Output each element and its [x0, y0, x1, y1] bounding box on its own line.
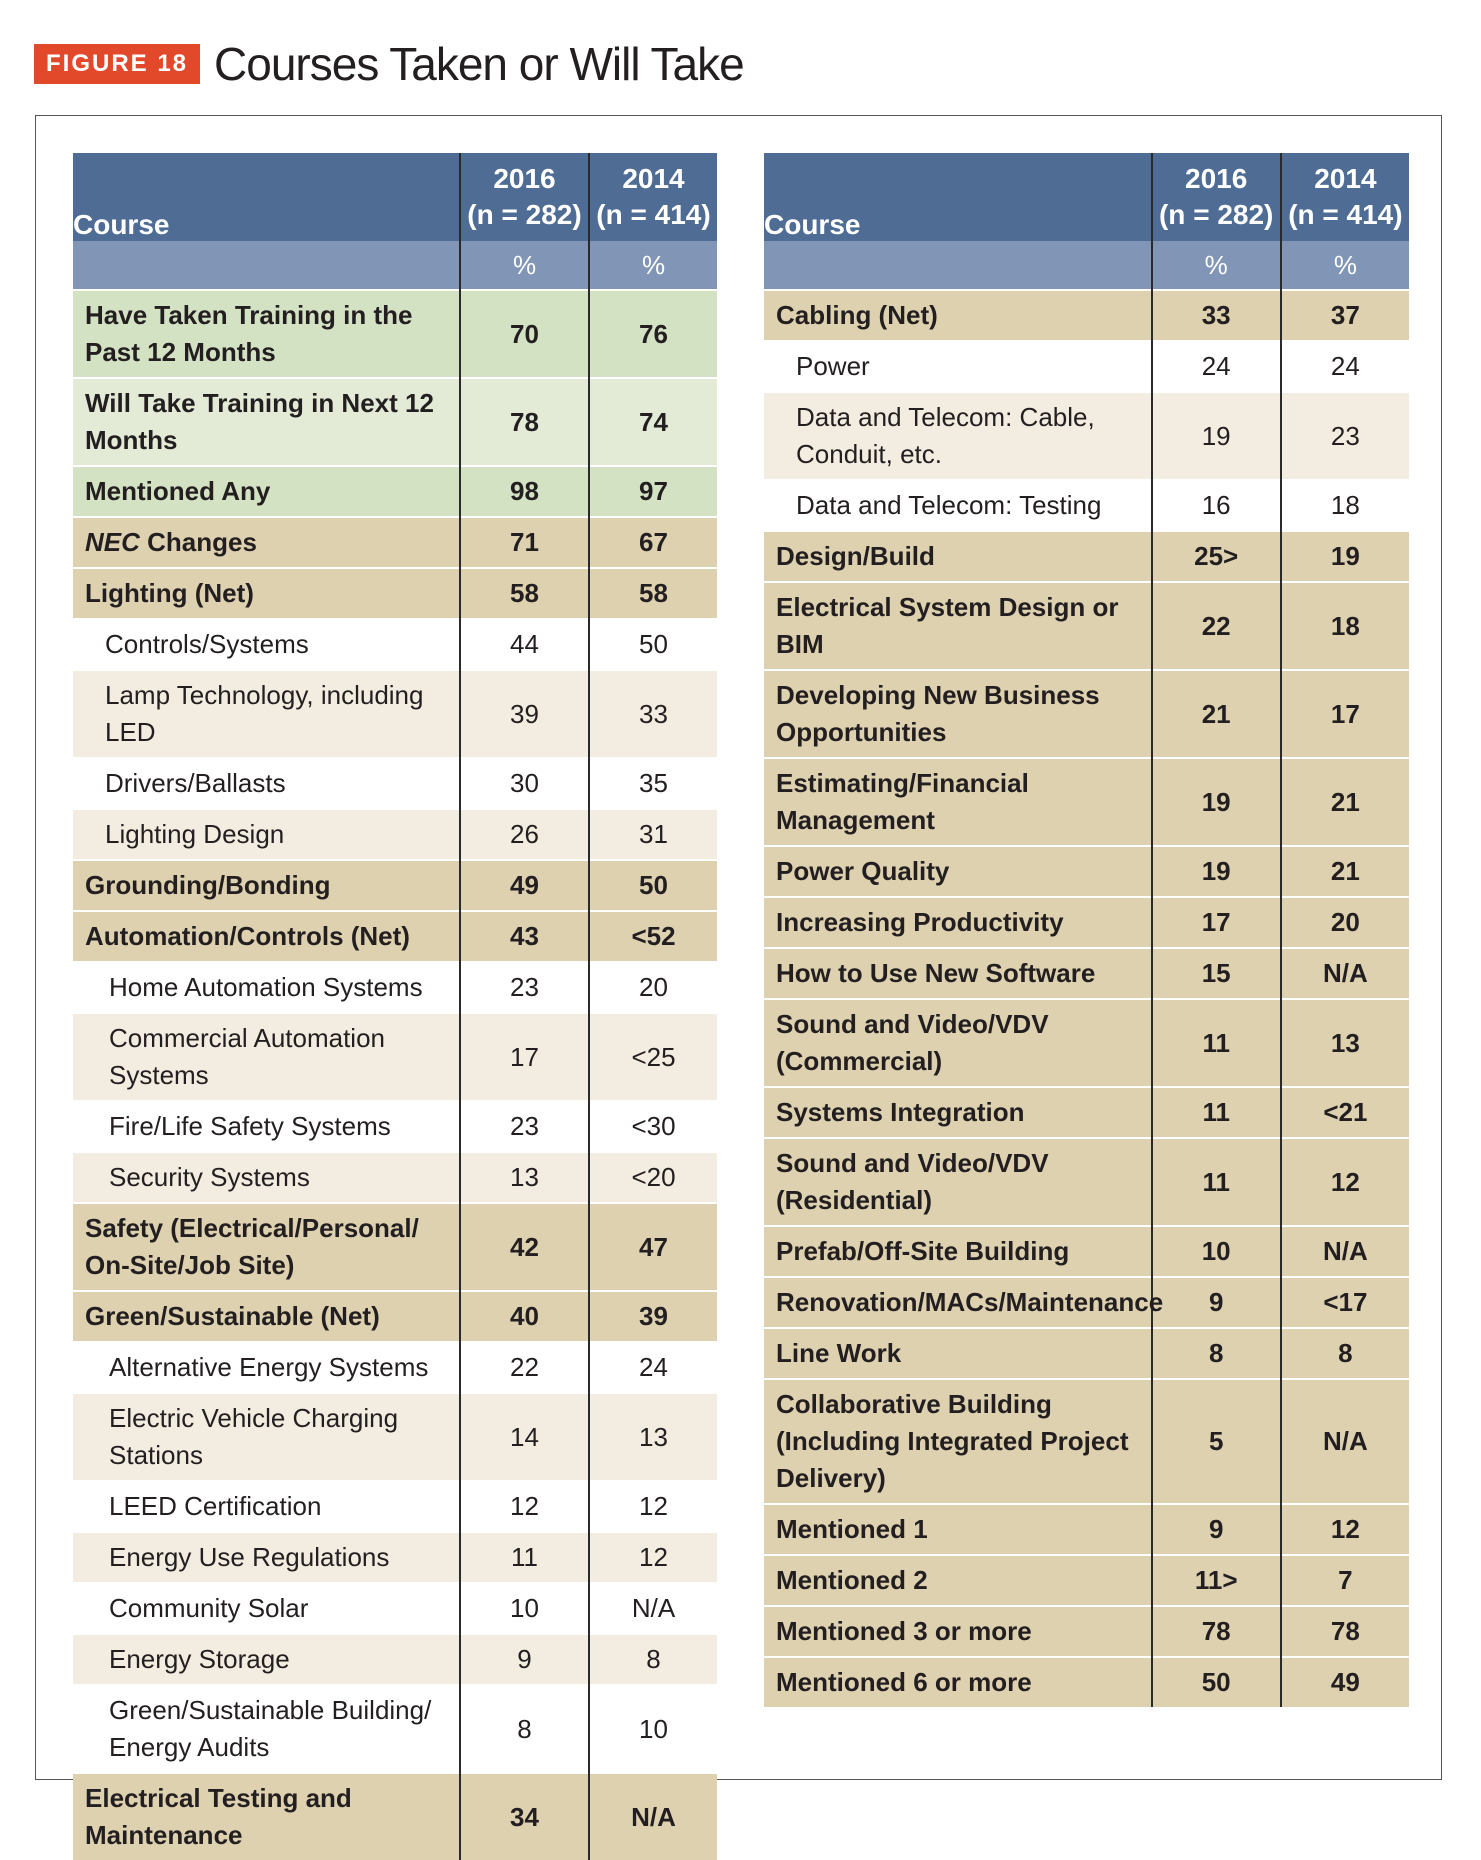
table-row — [764, 1328, 1409, 1379]
header-row — [73, 153, 717, 241]
table-row — [73, 517, 717, 568]
value-2016-cell: 22 — [460, 1342, 589, 1393]
table-row — [73, 962, 717, 1013]
figure-header — [34, 28, 744, 100]
course-name-cell — [73, 670, 460, 758]
value-2016-cell: 8 — [460, 1685, 589, 1773]
course-name: Energy Use Regulations — [109, 1542, 390, 1572]
value-2014-cell: 21 — [1281, 758, 1409, 846]
value-2014-cell: 35 — [589, 758, 717, 809]
course-name-cell — [73, 1203, 460, 1291]
value-2014-cell: 39 — [589, 1291, 717, 1342]
table-row — [764, 1226, 1409, 1277]
value-2016-cell: 8 — [1152, 1328, 1281, 1379]
table-row — [764, 1379, 1409, 1504]
course-name-cell — [764, 531, 1152, 582]
value-2014-cell: 50 — [589, 619, 717, 670]
value-2014-cell: 7 — [1281, 1555, 1409, 1606]
table-row — [764, 1657, 1409, 1707]
course-name-cell — [764, 582, 1152, 670]
course-name-cell — [73, 378, 460, 466]
course-name-cell — [73, 1685, 460, 1773]
course-name-cell — [73, 466, 460, 517]
value-2016-cell: 10 — [460, 1583, 589, 1634]
table-row — [764, 999, 1409, 1087]
value-2016-cell: 78 — [1152, 1606, 1281, 1657]
table-row — [764, 582, 1409, 670]
value-2014-cell: N/A — [589, 1773, 717, 1860]
value-2016-cell: 5 — [1152, 1379, 1281, 1504]
value-2014-cell: 74 — [589, 378, 717, 466]
value-2016-cell: 24 — [1152, 341, 1281, 392]
value-2016-cell: 30 — [460, 758, 589, 809]
value-2016-cell: 70 — [460, 290, 589, 378]
course-name: Home Automation Systems — [109, 972, 423, 1002]
year-2014-n-label: (n = 414) — [596, 199, 711, 230]
table-row — [73, 860, 717, 911]
table-row — [764, 758, 1409, 846]
table-row — [764, 392, 1409, 480]
value-2014-cell: <52 — [589, 911, 717, 962]
course-name: Energy Storage — [109, 1644, 290, 1674]
value-2014-cell: 49 — [1281, 1657, 1409, 1707]
course-name: Design/Build — [776, 541, 935, 571]
course-name: Mentioned 1 — [776, 1514, 928, 1544]
table-row — [764, 480, 1409, 531]
course-name: Controls/Systems — [105, 629, 309, 659]
course-name-cell — [764, 1087, 1152, 1138]
value-2014-cell: 20 — [589, 962, 717, 1013]
table-row — [73, 911, 717, 962]
value-2014-cell: 37 — [1281, 290, 1409, 341]
course-name: Mentioned Any — [85, 476, 271, 506]
course-name: Green/Sustainable (Net) — [85, 1301, 380, 1331]
course-column-header: Course — [73, 153, 460, 241]
value-2016-cell: 33 — [1152, 290, 1281, 341]
year-2014-label: 2014 — [622, 163, 685, 194]
course-name-cell — [764, 948, 1152, 999]
value-2016-cell: 23 — [460, 962, 589, 1013]
course-name: Developing New Business Opportunities — [776, 680, 1100, 747]
course-name: Changes — [139, 527, 257, 557]
value-2014-cell: 47 — [589, 1203, 717, 1291]
course-name-cell — [764, 1657, 1152, 1707]
value-2014-cell: 24 — [1281, 341, 1409, 392]
course-name-cell — [73, 1291, 460, 1342]
value-2014-cell: 12 — [589, 1532, 717, 1583]
value-2016-cell: 71 — [460, 517, 589, 568]
table-row — [73, 1685, 717, 1773]
percent-row-spacer — [73, 241, 460, 290]
value-2016-cell: 42 — [460, 1203, 589, 1291]
course-name: Lighting Design — [105, 819, 285, 849]
course-name-cell — [73, 809, 460, 860]
value-2016-cell: 10 — [1152, 1226, 1281, 1277]
value-2014-cell: N/A — [1281, 1226, 1409, 1277]
value-2016-cell: 16 — [1152, 480, 1281, 531]
course-name: Mentioned 6 or more — [776, 1667, 1032, 1697]
value-2014-cell: 67 — [589, 517, 717, 568]
course-name: Power Quality — [776, 856, 950, 886]
table-row — [764, 290, 1409, 341]
course-name-cell — [764, 1328, 1152, 1379]
course-name: Mentioned 3 or more — [776, 1616, 1032, 1646]
header-row — [764, 153, 1409, 241]
course-name: Fire/Life Safety Systems — [109, 1111, 391, 1141]
course-name-cell — [764, 480, 1152, 531]
value-2016-cell: 43 — [460, 911, 589, 962]
value-2016-cell: 17 — [1152, 897, 1281, 948]
table-row — [764, 1277, 1409, 1328]
table-row — [73, 1773, 717, 1860]
value-2014-cell: 50 — [589, 860, 717, 911]
course-name-cell — [73, 619, 460, 670]
course-name-cell — [764, 1379, 1152, 1504]
course-name-cell — [73, 290, 460, 378]
value-2016-cell: 9 — [1152, 1277, 1281, 1328]
course-name-cell — [73, 1634, 460, 1685]
course-name: Electrical System Design or BIM — [776, 592, 1119, 659]
course-name-cell — [73, 911, 460, 962]
value-2016-cell: 13 — [460, 1152, 589, 1203]
table-row — [73, 1342, 717, 1393]
table-row — [73, 1481, 717, 1532]
value-2016-cell: 17 — [460, 1013, 589, 1101]
course-name: Cabling (Net) — [776, 300, 938, 330]
value-2016-cell: 26 — [460, 809, 589, 860]
course-name: Have Taken Training in the Past 12 Months — [85, 300, 413, 367]
value-2016-cell: 19 — [1152, 758, 1281, 846]
value-2016-cell: 9 — [460, 1634, 589, 1685]
course-name-cell — [764, 1138, 1152, 1226]
table-row — [764, 1555, 1409, 1606]
course-column-header: Course — [764, 153, 1152, 241]
value-2014-cell: <21 — [1281, 1087, 1409, 1138]
table-row — [73, 378, 717, 466]
table-row — [73, 758, 717, 809]
value-2014-cell: <17 — [1281, 1277, 1409, 1328]
course-name-cell — [73, 1532, 460, 1583]
table-row — [73, 1393, 717, 1481]
value-2014-cell: 23 — [1281, 392, 1409, 480]
course-name: Community Solar — [109, 1593, 309, 1623]
table-row — [764, 948, 1409, 999]
course-name: Green/Sustainable Building/ Energy Audits — [109, 1695, 432, 1762]
value-2016-cell: 11 — [1152, 1138, 1281, 1226]
right-courses-table — [764, 153, 1409, 1707]
value-2016-cell: 19 — [1152, 392, 1281, 480]
year-2016-column-header — [460, 153, 589, 241]
course-name-cell — [764, 341, 1152, 392]
course-name-cell — [764, 1504, 1152, 1555]
table-row — [73, 1203, 717, 1291]
course-name: Lighting (Net) — [85, 578, 254, 608]
percent-row-spacer — [764, 241, 1152, 290]
value-2016-cell: 11 — [1152, 999, 1281, 1087]
table-row — [73, 809, 717, 860]
value-2014-cell: 24 — [589, 1342, 717, 1393]
table-row — [764, 897, 1409, 948]
course-name: Estimating/Financial Management — [776, 768, 1029, 835]
course-name: Alternative Energy Systems — [109, 1352, 429, 1382]
value-2014-cell: 76 — [589, 290, 717, 378]
course-name-cell — [73, 1101, 460, 1152]
course-name: Systems Integration — [776, 1097, 1025, 1127]
value-2016-cell: 14 — [460, 1393, 589, 1481]
course-name: Mentioned 2 — [776, 1565, 928, 1595]
course-name-cell — [764, 758, 1152, 846]
table-row — [764, 1504, 1409, 1555]
year-2016-n-label: (n = 282) — [467, 199, 582, 230]
value-2014-cell: 20 — [1281, 897, 1409, 948]
table-row — [764, 1138, 1409, 1226]
course-name-cell — [764, 999, 1152, 1087]
value-2014-cell: N/A — [589, 1583, 717, 1634]
course-name-cell — [73, 1583, 460, 1634]
value-2016-cell: 39 — [460, 670, 589, 758]
figure-badge: FIGURE 18 — [34, 44, 200, 84]
course-name: Prefab/Off-Site Building — [776, 1236, 1070, 1266]
percent-label-2016: % — [1152, 241, 1281, 290]
table-row — [764, 341, 1409, 392]
course-name-cell — [764, 392, 1152, 480]
value-2014-cell: <30 — [589, 1101, 717, 1152]
course-name: Commercial Automation Systems — [109, 1023, 385, 1090]
table-row — [73, 466, 717, 517]
value-2014-cell: 13 — [589, 1393, 717, 1481]
value-2016-cell: 23 — [460, 1101, 589, 1152]
year-2016-column-header — [1152, 153, 1281, 241]
percent-row — [764, 241, 1409, 290]
percent-row — [73, 241, 717, 290]
value-2014-cell: 13 — [1281, 999, 1409, 1087]
course-name: Electric Vehicle Charging Stations — [109, 1403, 399, 1470]
left-courses-table — [73, 153, 717, 1860]
course-name-cell — [764, 1277, 1164, 1328]
value-2014-cell: 12 — [1281, 1138, 1409, 1226]
value-2014-cell: 58 — [589, 568, 717, 619]
course-name: Increasing Productivity — [776, 907, 1064, 937]
course-name-cell — [764, 1226, 1152, 1277]
value-2014-cell: N/A — [1281, 1379, 1409, 1504]
percent-label-2016: % — [460, 241, 589, 290]
table-row — [73, 1013, 717, 1101]
value-2016-cell: 19 — [1152, 846, 1281, 897]
course-name: How to Use New Software — [776, 958, 1096, 988]
value-2016-cell: 11> — [1152, 1555, 1281, 1606]
table-row — [73, 1152, 717, 1203]
course-name-cell — [73, 1481, 460, 1532]
course-name: Lamp Technology, including LED — [105, 680, 424, 747]
value-2014-cell: 12 — [1281, 1504, 1409, 1555]
course-name-cell — [73, 517, 460, 568]
course-name-cell — [73, 860, 460, 911]
value-2016-cell: 98 — [460, 466, 589, 517]
table-row — [73, 290, 717, 378]
course-name-cell — [73, 1342, 460, 1393]
value-2016-cell: 40 — [460, 1291, 589, 1342]
table-row — [73, 619, 717, 670]
value-2014-cell: 78 — [1281, 1606, 1409, 1657]
course-name: Data and Telecom: Testing — [796, 490, 1102, 520]
course-name-cell — [764, 1555, 1152, 1606]
figure-title: Courses Taken or Will Take — [214, 38, 744, 90]
value-2014-cell: 12 — [589, 1481, 717, 1532]
course-name-cell — [764, 897, 1152, 948]
course-name-cell — [73, 568, 460, 619]
table-row — [73, 670, 717, 758]
table-row — [764, 670, 1409, 758]
value-2014-cell: <25 — [589, 1013, 717, 1101]
course-name: Renovation/MACs/Maintenance — [776, 1287, 1164, 1317]
year-2014-column-header — [1281, 153, 1409, 241]
table-row — [73, 568, 717, 619]
value-2016-cell: 44 — [460, 619, 589, 670]
course-name: Electrical Testing and Maintenance — [85, 1783, 352, 1850]
value-2014-cell: 19 — [1281, 531, 1409, 582]
course-name: Security Systems — [109, 1162, 310, 1192]
course-name: Sound and Video/VDV (Commercial) — [776, 1009, 1049, 1076]
value-2016-cell: 22 — [1152, 582, 1281, 670]
course-name: Will Take Training in Next 12 Months — [85, 388, 434, 455]
course-name-cell — [73, 1773, 460, 1860]
value-2014-cell: 33 — [589, 670, 717, 758]
value-2014-cell: 97 — [589, 466, 717, 517]
year-2016-n-label: (n = 282) — [1158, 199, 1274, 230]
table-row — [764, 1606, 1409, 1657]
value-2014-cell: 18 — [1281, 582, 1409, 670]
value-2014-cell: 17 — [1281, 670, 1409, 758]
course-name: LEED Certification — [109, 1491, 322, 1521]
course-name: Power — [796, 351, 870, 381]
value-2016-cell: 58 — [460, 568, 589, 619]
course-name-cell — [73, 1152, 460, 1203]
value-2016-cell: 21 — [1152, 670, 1281, 758]
year-2016-label: 2016 — [1185, 163, 1248, 194]
value-2014-cell: 8 — [589, 1634, 717, 1685]
value-2016-cell: 49 — [460, 860, 589, 911]
value-2014-cell: 10 — [589, 1685, 717, 1773]
course-name-cell — [73, 1013, 460, 1101]
value-2016-cell: 9 — [1152, 1504, 1281, 1555]
year-2014-column-header — [589, 153, 717, 241]
course-name-italic: NEC — [85, 527, 140, 557]
value-2014-cell: <20 — [589, 1152, 717, 1203]
course-name: Sound and Video/VDV (Residential) — [776, 1148, 1049, 1215]
table-row — [73, 1291, 717, 1342]
course-name: Drivers/Ballasts — [105, 768, 286, 798]
table-row — [764, 846, 1409, 897]
course-name: Collaborative Building (Including Integrated Project Delivery) — [776, 1389, 1129, 1493]
table-row — [764, 531, 1409, 582]
course-name-cell — [764, 670, 1152, 758]
table-row — [73, 1634, 717, 1685]
course-name: Automation/Controls (Net) — [85, 921, 410, 951]
percent-label-2014: % — [1281, 241, 1409, 290]
value-2016-cell: 12 — [460, 1481, 589, 1532]
value-2014-cell: 31 — [589, 809, 717, 860]
value-2014-cell: N/A — [1281, 948, 1409, 999]
value-2016-cell: 15 — [1152, 948, 1281, 999]
percent-label-2014: % — [589, 241, 717, 290]
course-name-cell — [73, 758, 460, 809]
course-name: Line Work — [776, 1338, 902, 1368]
course-name-cell — [764, 846, 1152, 897]
table-row — [73, 1532, 717, 1583]
year-2014-n-label: (n = 414) — [1288, 199, 1403, 230]
value-2016-cell: 11 — [1152, 1087, 1281, 1138]
year-2014-label: 2014 — [1314, 163, 1377, 194]
value-2014-cell: 21 — [1281, 846, 1409, 897]
year-2016-label: 2016 — [493, 163, 556, 194]
course-name: Data and Telecom: Cable, Conduit, etc. — [796, 402, 1095, 469]
table-row — [73, 1101, 717, 1152]
value-2016-cell: 25> — [1152, 531, 1281, 582]
value-2014-cell: 8 — [1281, 1328, 1409, 1379]
table-row — [764, 1087, 1409, 1138]
course-name: Safety (Electrical/Personal/ On-Site/Job Site) — [85, 1213, 419, 1280]
value-2016-cell: 11 — [460, 1532, 589, 1583]
course-name-cell — [73, 962, 460, 1013]
table-row — [73, 1583, 717, 1634]
value-2016-cell: 78 — [460, 378, 589, 466]
course-name-cell — [764, 1606, 1152, 1657]
course-name-cell — [73, 1393, 460, 1481]
course-name: Grounding/Bonding — [85, 870, 331, 900]
value-2016-cell: 50 — [1152, 1657, 1281, 1707]
value-2014-cell: 18 — [1281, 480, 1409, 531]
course-name-cell — [764, 290, 1152, 341]
value-2016-cell: 34 — [460, 1773, 589, 1860]
